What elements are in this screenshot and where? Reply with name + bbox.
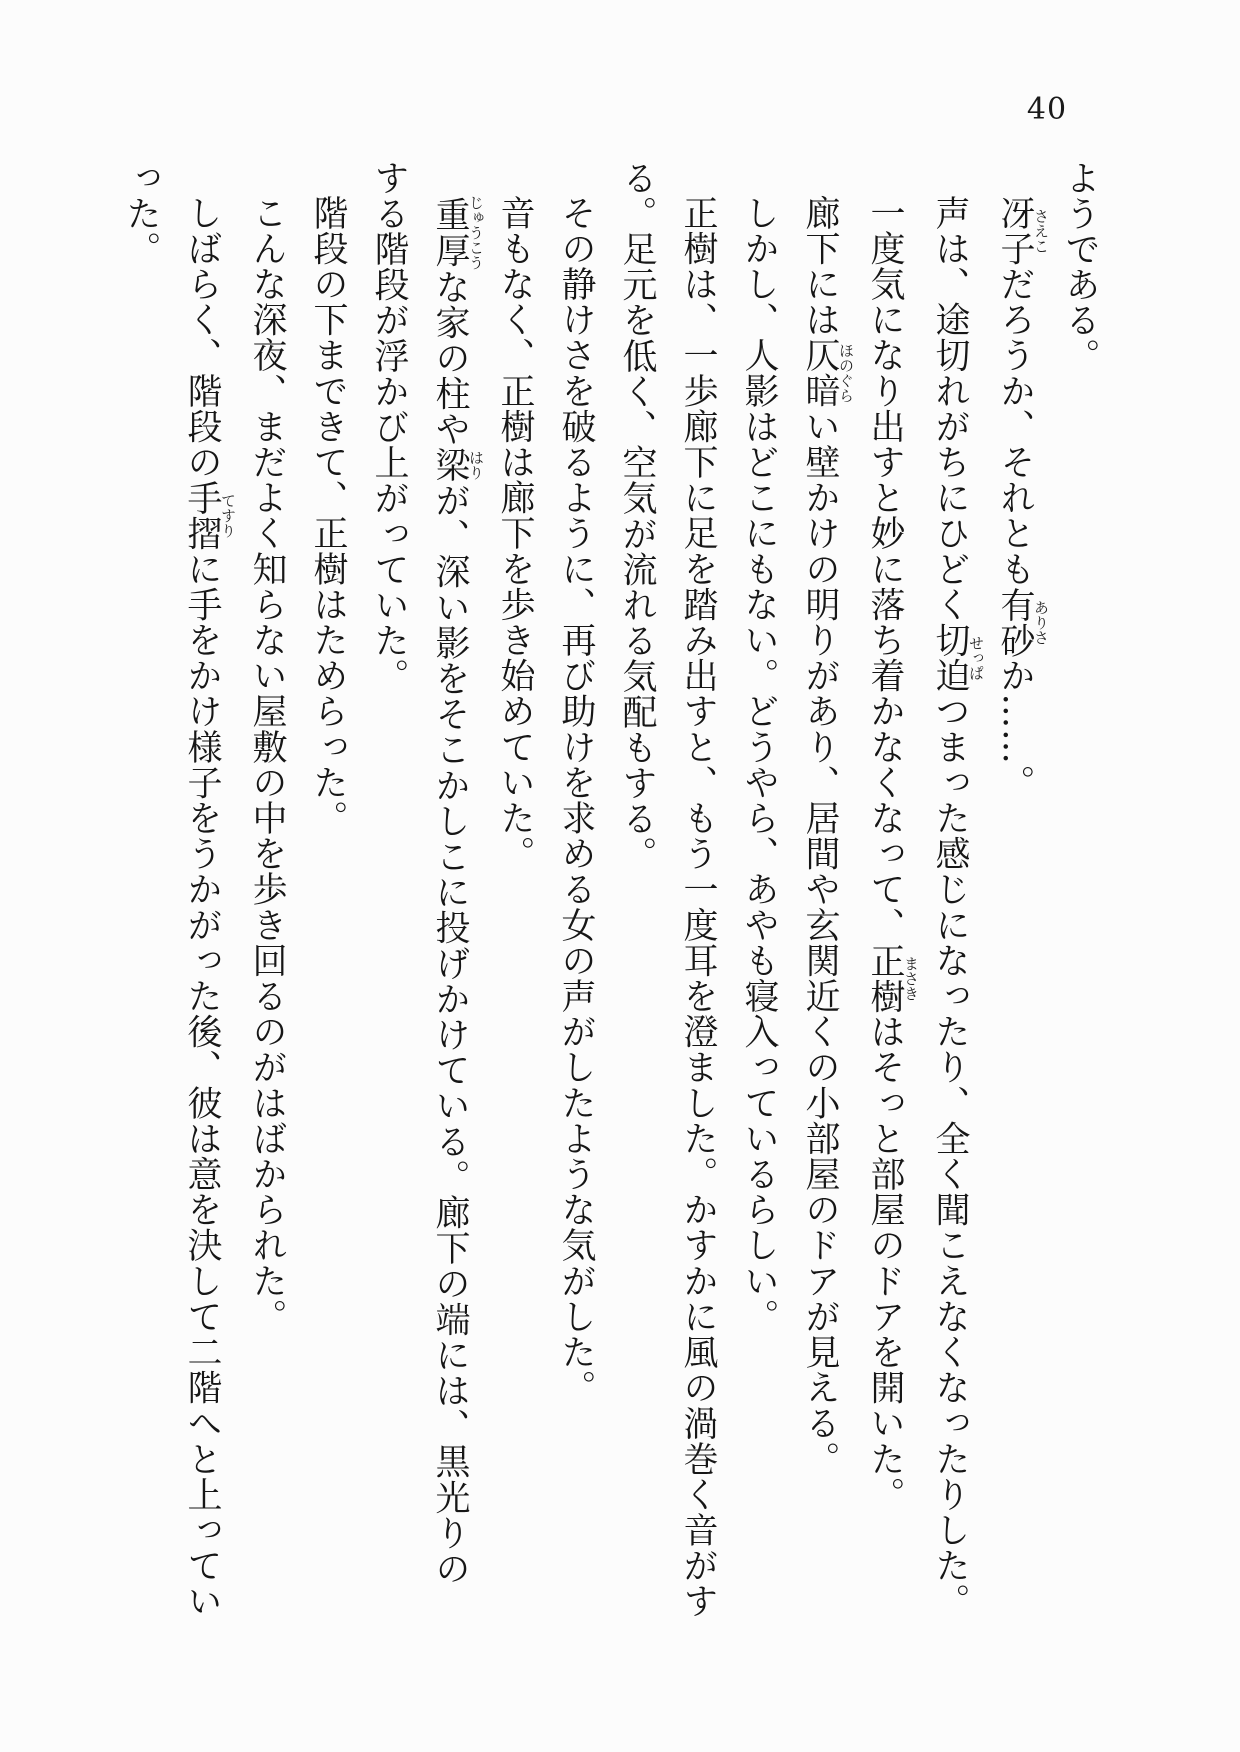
- paragraph: 一度気になり出すと妙に落ち着かなくなって、正樹まさきはそっと部屋のドアを開いた。: [865, 195, 920, 1513]
- paragraph: 重厚じゅうこうな家の柱や梁はりが、深い影をそこかしこに投げかけている。廊下の端には、黒光りのする階段が浮かび上がっていた。: [369, 160, 485, 1587]
- furigana-ruby: 梁はり: [430, 447, 485, 483]
- paragraph: 音もなく、正樹は廊下を歩き始めていた。: [495, 195, 535, 872]
- paragraph: ようである。: [1060, 160, 1100, 374]
- furigana-ruby: 切迫せっぱ: [930, 622, 985, 694]
- furigana-reading: はり: [467, 447, 485, 483]
- furigana-reading: せっぱ: [967, 622, 985, 694]
- furigana-ruby: 正樹まさき: [865, 942, 920, 1014]
- furigana-ruby: 冴子さえこ: [995, 195, 1050, 267]
- paragraph: その静けさを破るように、再び助けを求める女の声がしたような気がした。: [556, 195, 596, 1406]
- paragraph: 冴子さえこだろうか、それとも有砂ありさか……。: [995, 195, 1050, 801]
- page-number: 40: [1026, 92, 1068, 127]
- paragraph: しばらく、階段の手摺てすりに手をかけ様子をうかがった後、彼は意を決して二階へと上っていった。: [121, 160, 237, 1620]
- paragraph: 廊下には仄暗ほのぐらい壁かけの明りがあり、居間や玄関近くの小部屋のドアが見える。: [800, 195, 855, 1477]
- furigana-ruby: 有砂ありさ: [995, 586, 1050, 658]
- furigana-reading: ありさ: [1032, 586, 1050, 658]
- paragraph: しかし、人影はどこにもない。どうやら、あやも寝入っているらしい。: [739, 195, 779, 1335]
- furigana-ruby: 仄暗ほのぐら: [800, 337, 855, 409]
- furigana-ruby: 重厚じゅうこう: [430, 195, 485, 270]
- furigana-reading: さえこ: [1032, 195, 1050, 267]
- paragraph: 正樹は、一歩廊下に足を踏み出すと、もう一度耳を澄ました。かすかに風の渦巻く音がする。足元を低く、空気が流れる気配もする。: [617, 160, 718, 1619]
- paragraph: 声は、途切れがちにひどく切迫せっぱつまった感じになったり、全く聞こえなくなったりした。: [930, 195, 985, 1620]
- furigana-reading: てすり: [219, 479, 237, 551]
- text-block: [110, 160, 1110, 1620]
- furigana-reading: まさき: [902, 942, 920, 1014]
- paragraph: こんな深夜、まだよく知らない屋敷の中を歩き回るのがはばかられた。: [247, 195, 287, 1335]
- paragraph: 階段の下まできて、正樹はためらった。: [308, 195, 348, 836]
- furigana-reading: ほのぐら: [837, 337, 855, 409]
- furigana-reading: じゅうこう: [467, 195, 485, 270]
- furigana-ruby: 手摺てすり: [182, 479, 237, 552]
